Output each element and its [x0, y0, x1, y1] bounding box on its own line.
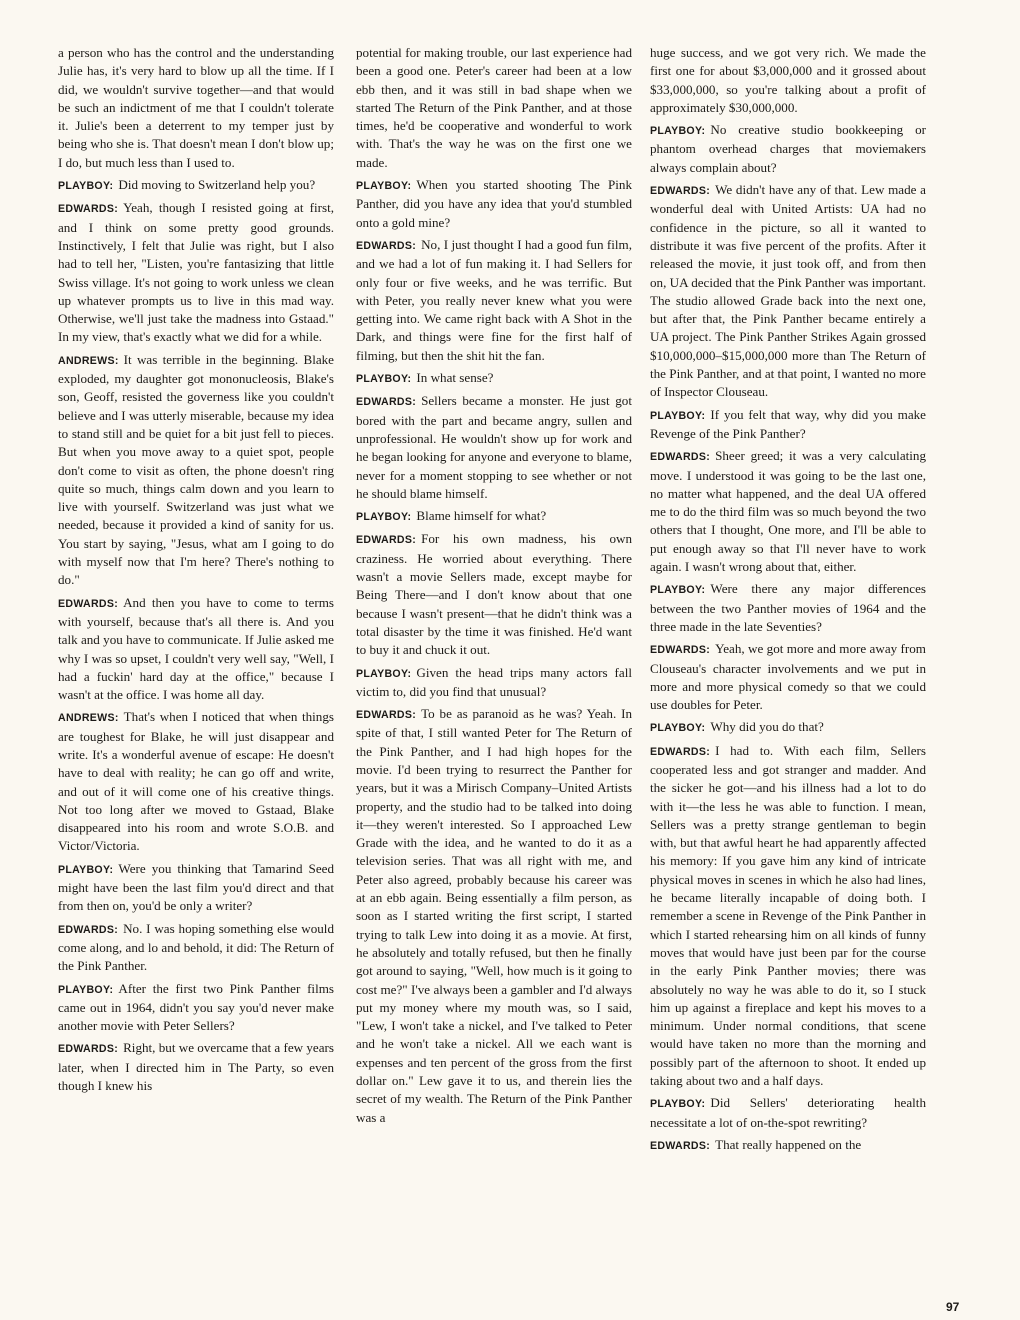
interview-paragraph	[58, 351, 334, 590]
text-column-3	[650, 44, 926, 1159]
interview-paragraph	[58, 920, 334, 976]
paragraph-text: potential for making trouble, our last experience had been a good one. Peter's career had been at a low ebb then, and it was still in bad shape when we started The Return of the Pink Panther, and at those times, he'd be cooperative and wonderful to work with. That's the way he was on the first one we made.	[356, 45, 632, 170]
paragraph-text: Did moving to Switzerland help you?	[118, 177, 316, 193]
interview-paragraph	[356, 507, 632, 526]
interview-paragraph	[58, 1039, 334, 1095]
speaker-label: PLAYBOY:	[356, 180, 412, 193]
speaker-label: EDWARDS:	[58, 923, 119, 936]
paragraph-text: No, I just thought I had a good fun film, and we had a lot of fun making it. I had Sellers for only four or five weeks, and he was terrific. But with Peter, you really never knew what you were getting into. We came right back with A Shot in the Dark, and things were fine for the first half of filming, but then the shit hit the fan.	[356, 236, 632, 363]
interview-paragraph	[356, 530, 632, 659]
interview-paragraph	[650, 1094, 926, 1132]
interview-paragraph	[356, 369, 632, 388]
paragraph-text: Blame himself for what?	[416, 508, 547, 524]
speaker-label: PLAYBOY:	[356, 373, 412, 386]
paragraph-text: No creative studio bookkeeping or phantom overhead charges that moviemakers always complain about?	[650, 122, 926, 175]
speaker-label: EDWARDS:	[650, 644, 711, 657]
speaker-label: EDWARDS:	[356, 534, 417, 547]
interview-paragraph	[650, 447, 926, 576]
speaker-label: EDWARDS:	[356, 396, 417, 409]
interview-paragraph	[58, 199, 334, 346]
speaker-label: ANDREWS:	[58, 354, 119, 367]
paragraph-text: Yeah, we got more and more away from Clouseau's character involvements and we put in more and more physical comedy so that we could use doubles for Peter.	[650, 641, 926, 713]
paragraph-text: Sheer greed; it was a very calculating move. I understood it was going to be the last one, no matter what happened, and the deal UA offered me to do the third film was so much beyond the two others that I thought, One more, and I'll be able to put enough away so that I'll never have to work again. I wasn't wrong about that, either.	[650, 448, 926, 575]
paragraph-text: I had to. With each film, Sellers cooperated less and got stranger and madder. And the sicker he got—and his illness had a lot to do with it—the less he was able to function. I mean, Sellers was a pretty strange gentleman to begin with, but that awful heart he had apparently affected his memory: If you gave him any kind of intricate physical moves in scenes in which he also had lines, he became literally incapable of doing both. I remember a scene in Revenge of the Pink Panther in which I started rehearsing him on all kinds of funny moves that would have just been par for the course in the early Pink Panther movies; there was absolutely no way he was able to do it, so I stuck him up against a fireplace and kept his moves to a minimum. Under normal conditions, that scene would have taken no more than the morning and possibly part of the afternoon to shoot. It ended up taking about two and a half days.	[650, 742, 926, 1089]
paragraph-text: Yeah, though I resisted going at first, and I think on some pretty good grounds. Instinctively, I felt that Julie was right, but I also had to tell her, "Listen, you're fantasizing that little Swiss village. It's not going to work unless we clean up whatever prompts us to live in this mad way. Otherwise, we'll just take the madness into Gstaad." In my view, that's exactly what we did for a while.	[58, 200, 334, 345]
paragraph-text: Were there any major differences between the two Panther movies of 1964 and the three made in the late Seventies?	[650, 581, 926, 634]
paragraph-text: And then you have to come to terms with yourself, because that's all there is. And you talk and you have to communicate. If Julie asked me why I was so upset, I couldn't very well say, "Well, I had a fuckin' hard day at the office," because I wasn't at the office. I was home all day.	[58, 594, 334, 703]
paragraph-text: Right, but we overcame that a few years later, when I directed him in The Party, so even though I knew his	[58, 1040, 334, 1094]
text-column-1	[58, 44, 334, 1099]
interview-paragraph	[650, 742, 926, 1091]
speaker-label: EDWARDS:	[58, 203, 119, 216]
speaker-label: EDWARDS:	[356, 709, 417, 722]
paragraph-text: That's when I noticed that when things are toughest for Blake, he will just disappear and write. It's a wonderful avenue of escape: He doesn't have to deal with reality; he can go off and write, and out of it will come one of his creative things. Not too long after we moved to Gstaad, Blake disappeared into his room and wrote S.O.B. and Victor/Victoria.	[58, 709, 334, 854]
interview-paragraph	[650, 718, 926, 737]
speaker-label: PLAYBOY:	[650, 722, 706, 735]
interview-paragraph	[58, 708, 334, 855]
speaker-label: PLAYBOY:	[650, 409, 706, 422]
interview-paragraph	[650, 121, 926, 177]
paragraph-text: It was terrible in the beginning. Blake exploded, my daughter got mononucleosis, Blake's son, Geoff, resisted the governess like you couldn't believe and I was utterly miserable, because my idea to stand still and be quiet for a bit just fell to pieces. But when you move away to a quiet spot, people don't come to visit as often, the phone doesn't ring quite so much, things calm down and you learn to live with yourself. Switzerland was just what we needed, because it provided a kind of sanity for us. You start by saying, "Jesus, what am I going to do with myself now that I'm here? There's nothing to do."	[58, 351, 334, 588]
interview-paragraph	[356, 44, 632, 172]
paragraph-text: That really happened on the	[715, 1136, 862, 1152]
speaker-label: PLAYBOY:	[650, 1098, 706, 1111]
speaker-label: PLAYBOY:	[356, 667, 412, 680]
speaker-label: PLAYBOY:	[58, 863, 114, 876]
speaker-label: PLAYBOY:	[58, 180, 114, 193]
paragraph-text: Sellers became a monster. He just got bored with the part and became angry, sullen and unprofessional. He wouldn't show up for work and he began looking for anyone and everyone to blame, never for a moment stopping to see whether or not he should blame himself.	[356, 393, 632, 501]
interview-paragraph	[650, 181, 926, 402]
speaker-label: PLAYBOY:	[58, 983, 114, 996]
speaker-label: EDWARDS:	[58, 597, 119, 610]
interview-paragraph	[58, 44, 334, 172]
paragraph-text: huge success, and we got very rich. We made the first one for about $3,000,000 and it grossed about $33,000,000, so you're talking about a profit of approximately $30,000,000.	[650, 45, 926, 115]
paragraph-text: Were you thinking that Tamarind Seed might have been the last film you'd direct and that from then on, you'd be only a writer?	[58, 860, 334, 914]
interview-paragraph	[58, 980, 334, 1036]
paragraph-text: Did Sellers' deteriorating health necessitate a lot of on-the-spot rewriting?	[650, 1095, 926, 1130]
paragraph-text: a person who has the control and the understanding Julie has, it's very hard to blow up all the time. If I did, we wouldn't survive together—and that would be such an indictment of me that I couldn't tolerate it. Julie's been a deterrent to my temper just by being who she is. That doesn't mean I don't blow up; I do, but much less than I used to.	[58, 45, 334, 170]
speaker-label: EDWARDS:	[650, 745, 711, 758]
speaker-label: PLAYBOY:	[356, 511, 412, 524]
paragraph-text: If you felt that way, why did you make Revenge of the Pink Panther?	[650, 406, 926, 441]
speaker-label: PLAYBOY:	[650, 584, 706, 597]
speaker-label: EDWARDS:	[58, 1043, 119, 1056]
paragraph-text: No. I was hoping something else would come along, and lo and behold, it did: The Return of the Pink Panther.	[58, 920, 334, 974]
interview-paragraph	[650, 640, 926, 714]
interview-paragraph	[58, 594, 334, 705]
paragraph-text: To be as paranoid as he was? Yeah. In spite of that, I still wanted Peter for The Return of the Pink Panther, and I had high hopes for the movie. I'd been trying to resurrect the Panther for years, but it was a Mirisch Company–United Artists property, and the studio had to be talked into doing it—they weren't interested. So I approached Lew Grade with the idea, and he wanted to do it as a television series. That was all right with me, and Peter also agreed, probably because his career was at an ebb again. Being essentially a film person, as soon as I started writing the first script, I started trying to talk Lew into doing it as a movie. At first, he absolutely and totally refused, but then he finally got around to saying, "Well, how much is it going to cost me?" I've always been a gambler and I'd always put my money where my mouth was, so I said, "Lew, I won't take a nickel, and I've talked to Peter and he won't take a nickel. All we each want is expenses and ten percent of the gross from the first dollar on." Lew gave it to us, and therein lies the secret of my wealth. The Return of the Pink Panther was a	[356, 706, 632, 1125]
interview-paragraph	[650, 1136, 926, 1155]
interview-paragraph	[356, 236, 632, 365]
speaker-label: EDWARDS:	[356, 239, 417, 252]
interview-paragraph	[356, 392, 632, 503]
text-column-2	[356, 44, 632, 1131]
interview-paragraph	[356, 664, 632, 702]
speaker-label: EDWARDS:	[650, 1139, 711, 1152]
paragraph-text: Given the head trips many actors fall victim to, did you find that unusual?	[356, 664, 632, 699]
paragraph-text: In what sense?	[416, 370, 494, 386]
interview-paragraph	[650, 44, 926, 117]
interview-paragraph	[58, 176, 334, 195]
speaker-label: EDWARDS:	[650, 185, 711, 198]
speaker-label: ANDREWS:	[58, 712, 119, 725]
paragraph-text: After the first two Pink Panther films came out in 1964, didn't you say you'd never make another movie with Peter Sellers?	[58, 980, 334, 1034]
speaker-label: EDWARDS:	[650, 451, 711, 464]
page-number: 97	[946, 1300, 960, 1314]
paragraph-text: When you started shooting The Pink Panther, did you have any idea that you'd stumbled onto a gold mine?	[356, 177, 632, 230]
interview-paragraph	[650, 406, 926, 444]
interview-paragraph	[58, 860, 334, 916]
paragraph-text: We didn't have any of that. Lew made a wonderful deal with United Artists: UA had no confidence in the picture, so all it wanted to distribute it was five percent of the profits. After it released the movie, it just took off, and from then on, UA decided that the Pink Panther was important. The studio allowed Grade back into the next one, but after that, the Pink Panther became entirely a UA project. The Pink Panther Strikes Again grossed $10,000,000–$15,000,000 more than The Return of the Pink Panther, and at that point, I wanted no more of Inspector Clouseau.	[650, 182, 926, 400]
interview-paragraph	[356, 176, 632, 232]
interview-paragraph	[650, 580, 926, 636]
paragraph-text: Why did you do that?	[710, 719, 824, 735]
interview-paragraph	[356, 705, 632, 1127]
paragraph-text: For his own madness, his own craziness. He worried about everything. There wasn't a movie Sellers made, except maybe for Being There—and I don't know about that one because I wasn't present—that he didn't think was a total disaster by the time it was finished. He'd want to buy it and chuck it out.	[356, 531, 632, 658]
speaker-label: PLAYBOY:	[650, 125, 706, 138]
